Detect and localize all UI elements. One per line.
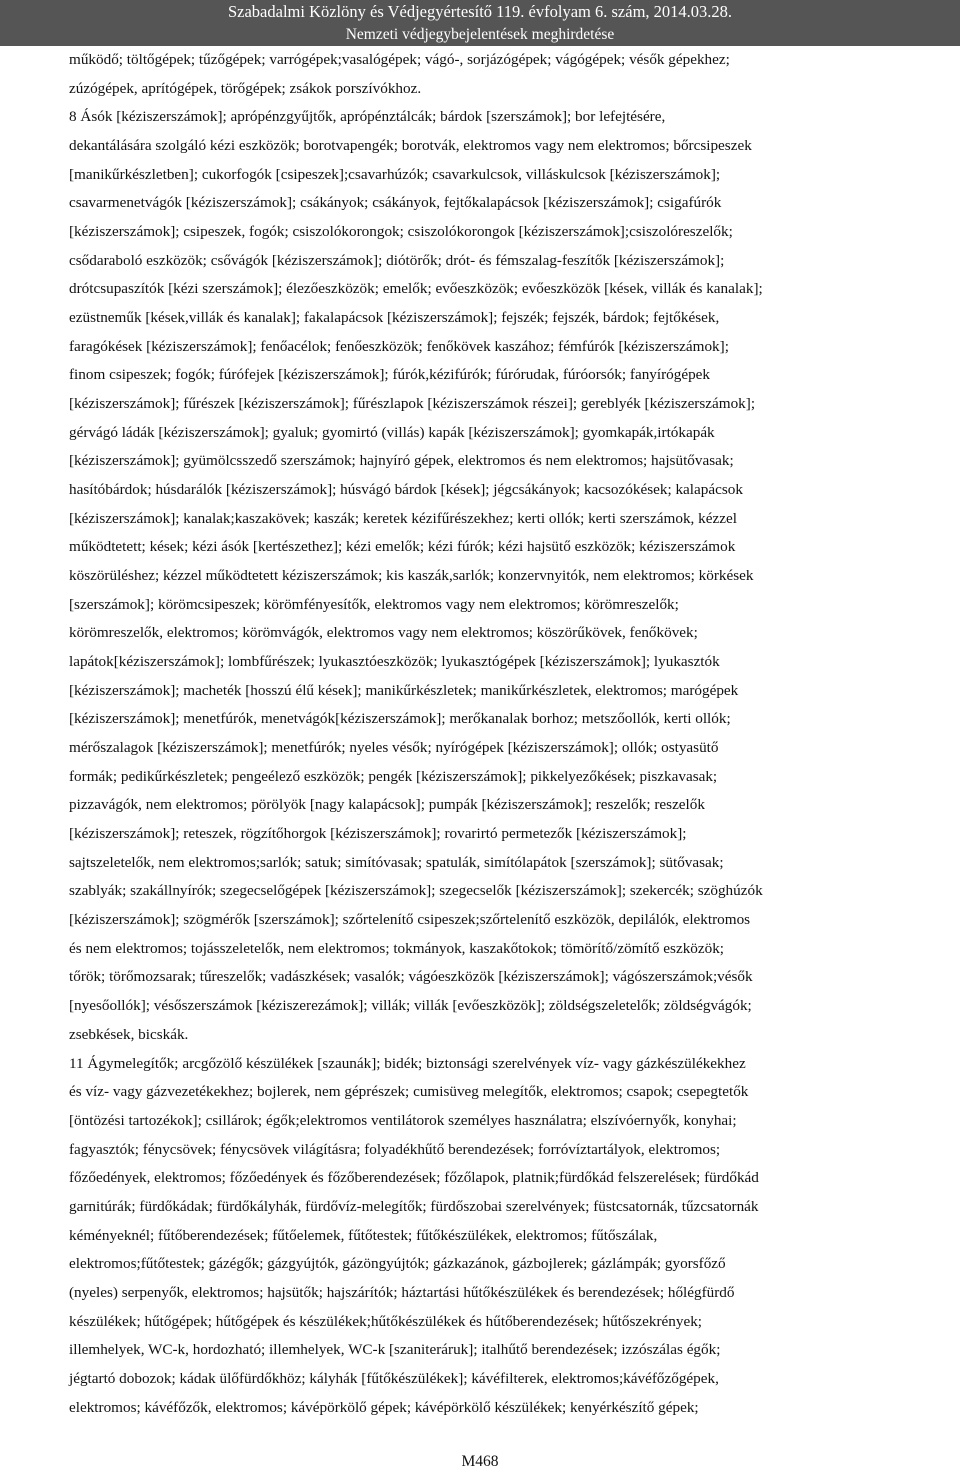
- text-line: formák; pedikűrkészletek; pengeélező eszközök; pengék [kéziszerszámok]; pikkelyezőkések; piszkavasak;: [69, 767, 718, 785]
- text-line: és nem elektromos; tojásszeletelők, nem elektromos; tokmányok, kaszakőtokok; tömörítő/zömítő eszközök;: [69, 939, 725, 957]
- text-line: köszörüléshez; kézzel működtetett kéziszerszámok; kis kaszák,sarlók; konzervnyitók, nem elektromos; körkések: [69, 567, 754, 585]
- text-line: készülékek; hűtőgépek; hűtőgépek és készülékek;hűtőkészülékek és hűtőberendezések; hűtőszekrények;: [69, 1312, 703, 1330]
- text-line: zsebkések, bicskák.: [69, 1025, 189, 1043]
- text-line: zúzógépek, aprítógépek, törőgépek; zsákok porszívókhoz.: [69, 79, 422, 97]
- text-line: 8 Ásók [kéziszerszámok]; aprópénzgyűjtők, aprópénztálcák; bárdok [szerszámok]; bor lefejtésére,: [69, 108, 666, 126]
- text-line: fagyasztók; fénycsövek; fénycsövek világításra; folyadékhűtő berendezések; forróvíztartályok, elektromos;: [69, 1140, 721, 1158]
- text-line: lapátok[kéziszerszámok]; lombfűrészek; lyukasztóeszközök; lyukasztógépek [kéziszerszámok]; lyukasztók: [69, 653, 720, 671]
- text-line: garnitúrák; fürdőkádak; fürdőkályhák, fürdővíz-melegítők; fürdőszobai szerelvények; füstcsatornák, tűzcsatornák: [69, 1197, 759, 1215]
- text-line: gérvágó ládák [kéziszerszámok]; gyaluk; gyomirtó (villás) kapák [kéziszerszámok]; gyomkapák,irtókapák: [69, 423, 715, 441]
- text-line: pizzavágók, nem elektromos; pörölyök [nagy kalapácsok]; pumpák [kéziszerszámok]; reszelők; reszelők: [69, 796, 705, 814]
- text-line: [manikűrkészletben]; cukorfogók [csipeszek];csavarhúzók; csavarkulcsok, villáskulcsok [kéziszerszámok];: [69, 165, 721, 183]
- text-line: csődaraboló eszközök; csővágók [kéziszerszámok]; diótörők; drót- és fémszalag-feszítők [kéziszerszámok];: [69, 251, 725, 269]
- text-line: mérőszalagok [kéziszerszámok]; menetfúrók; nyeles vésők; nyírógépek [kéziszerszámok]; ollók; ostyasütő: [69, 739, 719, 757]
- text-line: dekantálására szolgáló kézi eszközök; borotvapengék; borotvák, elektromos vagy nem elektromos; bőrcsipeszek: [69, 137, 752, 154]
- text-line: illemhelyek, WC-k, hordozható; illemhelyek, WC-k [szaniteráruk]; italhűtő berendezések; izzószálas égők;: [69, 1341, 721, 1359]
- text-line: drótcsupaszítók [kézi szerszámok]; élezőeszközök; emelők; evőeszközök; evőeszközök [kések, villák és kanalak];: [69, 280, 763, 298]
- page-number: M468: [461, 1453, 499, 1470]
- text-line: szablyák; szakállnyírók; szegecselőgépek [kéziszerszámok]; szegecselők [kéziszerszámok]; szekercék; szöghúzók: [69, 882, 763, 900]
- text-line: [kéziszerszámok]; macheték [hosszú élű kések]; manikűrkészletek; manikűrkészletek, elektromos; marógépek: [69, 681, 739, 699]
- text-line: főzőedények, elektromos; főzőedények és főzőberendezések; főzőlapok, platnik;fürdőkád felszerelések; fürdőkád: [69, 1169, 759, 1187]
- text-line: tőrök; törőmozsarak; tűreszelők; vadászkések; vasalók; vágóeszközök [kéziszerszámok]; vágószerszámok;vésők: [69, 968, 753, 986]
- text-line: sajtszeletelők, nem elektromos;sarlók; satuk; simítóvasak; spatulák, simítólapátok [szerszámok]; sütővasak;: [69, 853, 724, 871]
- text-line: [kéziszerszámok]; reteszek, rögzítőhorgok [kéziszerszámok]; rovarirtó permetezők [kéziszerszámok];: [69, 825, 687, 843]
- text-line: működő; töltőgépek; tűzőgépek; varrógépek;vasalógépek; vágó-, sorjázógépek; vágógépek; vésők gépekhez;: [69, 51, 730, 68]
- text-line: faragókések [kéziszerszámok]; fenőacélok; fenőeszközök; fenőkövek kaszához; fémfúrók [kéziszerszámok];: [69, 337, 729, 355]
- journal-title: Szabadalmi Közlöny és Védjegyértesítő 119. évfolyam 6. szám, 2014.03.28.: [0, 0, 960, 24]
- text-line: [kéziszerszámok]; szögmérők [szerszámok]; szőrtelenítő csipeszek;szőrtelenítő eszközök, depilálók, elektromos: [69, 911, 751, 929]
- text-line: [kéziszerszámok]; kanalak;kaszakövek; kaszák; keretek kézifűrészekhez; kerti ollók; kerti szerszámok, kézzel: [69, 509, 737, 527]
- text-line: (nyeles) serpenyők, elektromos; hajsütők; hajszárítók; háztartási hűtőkészülékek és berendezések; hőlégfürdő: [69, 1283, 735, 1301]
- text-line: csavarmenetvágók [kéziszerszámok]; csákányok; csákányok, fejtőkalapácsok [kéziszerszámok]; csigafúrók: [69, 194, 722, 212]
- text-line: [kéziszerszámok]; csipeszek, fogók; csiszolókorongok; csiszolókorongok [kéziszerszámok];csiszolóreszelők;: [69, 223, 733, 240]
- text-line: [nyesőollók]; vésőszerszámok [kéziszerezámok]; villák; villák [evőeszközök]; zöldségszeletelők; zöldségvágók;: [69, 997, 752, 1015]
- text-line: ezüstneműk [kések,villák és kanalak]; fakalapácsok [kéziszerszámok]; fejszék; fejszék, bárdok; fejtőkések,: [69, 309, 720, 326]
- text-line: [szerszámok]; körömcsipeszek; körömfényesítők, elektromos vagy nem elektromos; körömreszelők;: [69, 595, 679, 613]
- text-line: [kéziszerszámok]; menetfúrók, menetvágók[kéziszerszámok]; merőkanalak borhoz; metszőollók, kerti ollók;: [69, 710, 731, 728]
- text-line: körömreszelők, elektromos; körömvágók, elektromos vagy nem elektromos; köszörűkövek, fenőkövek;: [69, 624, 698, 642]
- section-title: Nemzeti védjegybejelentések meghirdetése: [0, 24, 960, 46]
- text-line: [kéziszerszámok]; gyümölcsszedő szerszámok; hajnyíró gépek, elektromos és nem elektromos; hajsütővasak;: [69, 452, 734, 470]
- text-line: [kéziszerszámok]; fűrészek [kéziszerszámok]; fűrészlapok [kéziszerszámok részei]; gereblyék [kéziszerszámok];: [69, 395, 756, 412]
- text-line: hasítóbárdok; húsdarálók [kéziszerszámok]; húsvágó bárdok [kések]; jégcsákányok; kacsozókések; kalapácsok: [69, 481, 743, 499]
- text-line: 11 Ágymelegítők; arcgőzölő készülékek [szaunák]; bidék; biztonsági szerelvények víz- vagy gázkészülékekhez: [69, 1054, 746, 1072]
- text-line: elektromos; kávéfőzők, elektromos; kávépörkölő gépek; kávépörkölő készülékek; kenyérkészítő gépek;: [69, 1398, 699, 1416]
- text-line: működtetett; kések; kézi ásók [kertészethez]; kézi emelők; kézi fúrók; kézi hajsütő eszközök; kéziszerszámok: [69, 538, 736, 556]
- text-line: [öntözési tartozékok]; csillárok; égők;elektromos ventilátorok személyes használatra; elszívóernyők, konyhai;: [69, 1111, 737, 1129]
- text-line: finom csipeszek; fogók; fúrófejek [kéziszerszámok]; fúrók,kézifúrók; fúrórudak, fúróorsók; fanyírógépek: [69, 366, 711, 384]
- text-line: kéményeknél; fűtőberendezések; fűtőelemek, fűtőtestek; fűtőkészülékek, elektromos; fűtőszálak,: [69, 1226, 658, 1244]
- text-line: jégtartó dobozok; kádak ülőfürdőkhöz; kályhák [fűtőkészülékek]; kávéfilterek, elektromos;kávéfőzőgépek,: [69, 1369, 719, 1387]
- page-header: [0, 0, 960, 48]
- text-line: elektromos;fűtőtestek; gázégők; gázgyújtók, gázöngyújtók; gázkazánok, gázbojlerek; gázlámpák; gyorsfőző: [69, 1255, 726, 1273]
- text-line: és víz- vagy gázvezetékekhez; bojlerek, nem géprészek; cumisüveg melegítők, elektromos; csapok; csepegtetők: [69, 1083, 749, 1101]
